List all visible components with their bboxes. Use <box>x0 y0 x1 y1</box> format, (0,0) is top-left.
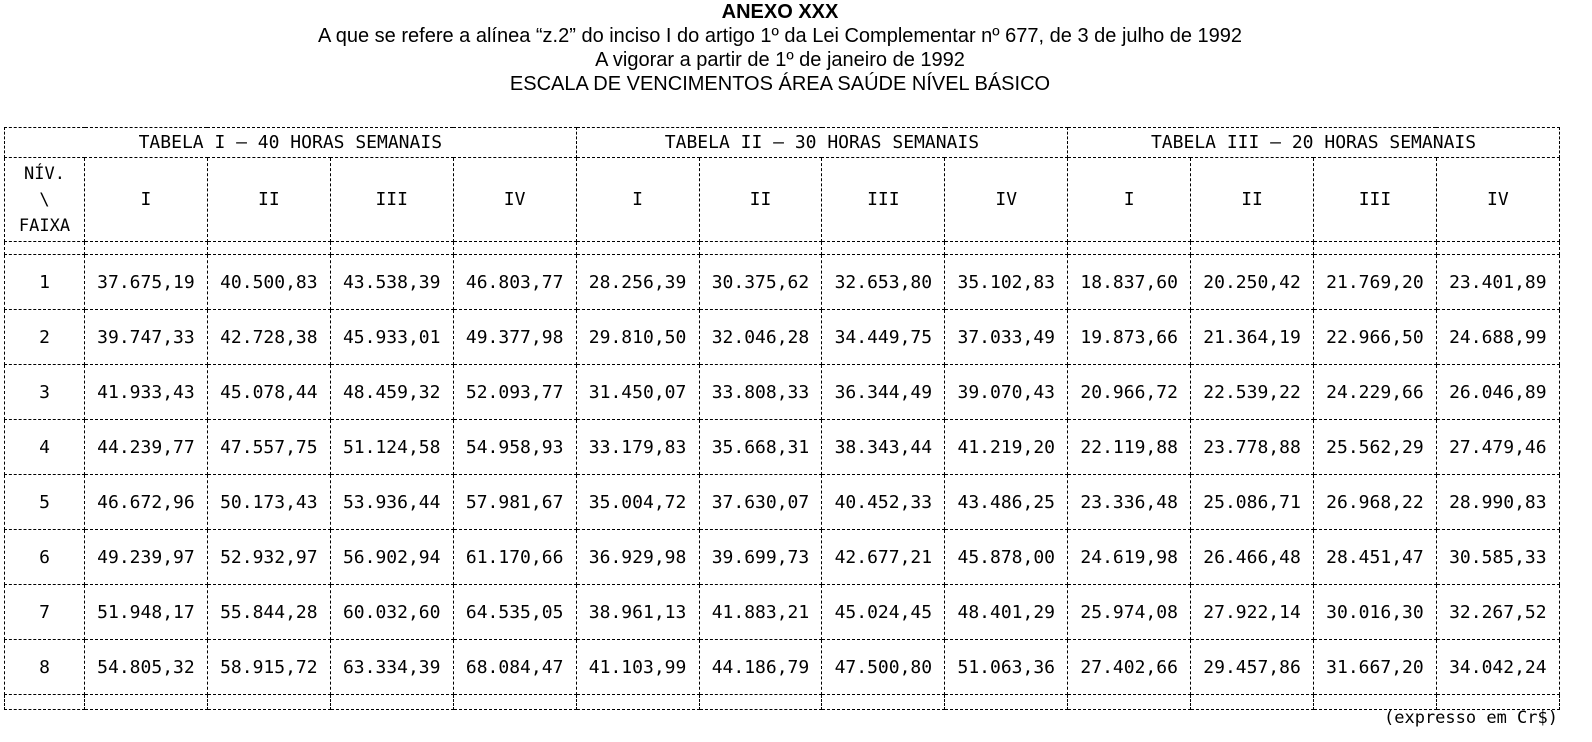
value-cell: 58.915,72 <box>207 640 330 695</box>
value-cell: 44.186,79 <box>699 640 822 695</box>
value-cell: 46.803,77 <box>453 255 576 310</box>
value-cell: 30.375,62 <box>699 255 822 310</box>
value-cell: 60.032,60 <box>330 585 453 640</box>
value-cell: 37.675,19 <box>85 255 208 310</box>
scale-title: ESCALA DE VENCIMENTOS ÁREA SAÚDE NÍVEL BÁSICO <box>509 73 1051 95</box>
value-cell: 28.451,47 <box>1314 530 1437 585</box>
value-cell: 31.450,07 <box>576 365 699 420</box>
nivel-label: NÍV. <box>24 163 65 184</box>
value-cell: 68.084,47 <box>453 640 576 695</box>
value-cell: 48.459,32 <box>330 365 453 420</box>
nivel-cell: 5 <box>5 475 85 530</box>
value-cell: 50.173,43 <box>207 475 330 530</box>
faixa-header: I <box>576 158 699 242</box>
value-cell: 26.046,89 <box>1436 365 1559 420</box>
nivel-cell: 6 <box>5 530 85 585</box>
value-cell: 29.810,50 <box>576 310 699 365</box>
value-cell: 21.364,19 <box>1191 310 1314 365</box>
value-cell: 24.619,98 <box>1068 530 1191 585</box>
table-row <box>5 640 1560 695</box>
annex-title: ANEXO XXX <box>721 1 839 23</box>
value-cell: 45.078,44 <box>207 365 330 420</box>
value-cell: 38.343,44 <box>822 420 945 475</box>
blank-cell <box>822 695 945 710</box>
value-cell: 39.070,43 <box>945 365 1068 420</box>
blank-cell <box>1314 242 1437 255</box>
value-cell: 53.936,44 <box>330 475 453 530</box>
value-cell: 22.119,88 <box>1068 420 1191 475</box>
blank-cell <box>453 242 576 255</box>
currency-note: (expresso em Cr$) <box>1384 708 1558 728</box>
blank-cell <box>576 242 699 255</box>
value-cell: 39.747,33 <box>85 310 208 365</box>
blank-cell <box>207 695 330 710</box>
blank-cell <box>330 242 453 255</box>
value-cell: 27.479,46 <box>1436 420 1559 475</box>
value-cell: 22.539,22 <box>1191 365 1314 420</box>
value-cell: 24.229,66 <box>1314 365 1437 420</box>
value-cell: 33.179,83 <box>576 420 699 475</box>
value-cell: 28.256,39 <box>576 255 699 310</box>
value-cell: 38.961,13 <box>576 585 699 640</box>
value-cell: 40.500,83 <box>207 255 330 310</box>
value-cell: 25.562,29 <box>1314 420 1437 475</box>
nivel-faixa-header <box>5 158 85 242</box>
value-cell: 46.672,96 <box>85 475 208 530</box>
value-cell: 43.486,25 <box>945 475 1068 530</box>
value-cell: 41.103,99 <box>576 640 699 695</box>
nivel-cell: 4 <box>5 420 85 475</box>
value-cell: 32.267,52 <box>1436 585 1559 640</box>
section-header-row <box>5 128 1560 158</box>
blank-cell <box>945 242 1068 255</box>
separator-label: \ <box>39 189 50 210</box>
table-row <box>5 475 1560 530</box>
value-cell: 49.377,98 <box>453 310 576 365</box>
blank-cell <box>85 242 208 255</box>
faixa-header: II <box>1191 158 1314 242</box>
value-cell: 47.557,75 <box>207 420 330 475</box>
value-cell: 32.046,28 <box>699 310 822 365</box>
blank-cell <box>453 695 576 710</box>
nivel-cell: 8 <box>5 640 85 695</box>
value-cell: 25.974,08 <box>1068 585 1191 640</box>
blank-cell <box>1191 695 1314 710</box>
value-cell: 23.336,48 <box>1068 475 1191 530</box>
blank-cell <box>207 242 330 255</box>
faixa-header: IV <box>945 158 1068 242</box>
value-cell: 35.102,83 <box>945 255 1068 310</box>
value-cell: 63.334,39 <box>330 640 453 695</box>
value-cell: 47.500,80 <box>822 640 945 695</box>
value-cell: 27.922,14 <box>1191 585 1314 640</box>
faixa-header: IV <box>1436 158 1559 242</box>
value-cell: 27.402,66 <box>1068 640 1191 695</box>
value-cell: 45.024,45 <box>822 585 945 640</box>
value-cell: 20.250,42 <box>1191 255 1314 310</box>
value-cell: 26.466,48 <box>1191 530 1314 585</box>
table-row <box>5 530 1560 585</box>
value-cell: 40.452,33 <box>822 475 945 530</box>
value-cell: 31.667,20 <box>1314 640 1437 695</box>
value-cell: 30.016,30 <box>1314 585 1437 640</box>
blank-cell <box>330 695 453 710</box>
faixa-header: I <box>85 158 208 242</box>
blank-cell <box>1436 242 1559 255</box>
table-row <box>5 585 1560 640</box>
value-cell: 45.933,01 <box>330 310 453 365</box>
salary-scale-table <box>4 127 1560 710</box>
value-cell: 41.219,20 <box>945 420 1068 475</box>
value-cell: 52.932,97 <box>207 530 330 585</box>
value-cell: 44.239,77 <box>85 420 208 475</box>
value-cell: 54.805,32 <box>85 640 208 695</box>
table-body <box>5 242 1560 710</box>
value-cell: 23.778,88 <box>1191 420 1314 475</box>
value-cell: 21.769,20 <box>1314 255 1437 310</box>
value-cell: 30.585,33 <box>1436 530 1559 585</box>
value-cell: 39.699,73 <box>699 530 822 585</box>
value-cell: 29.457,86 <box>1191 640 1314 695</box>
blank-cell <box>85 695 208 710</box>
value-cell: 57.981,67 <box>453 475 576 530</box>
faixa-header: III <box>330 158 453 242</box>
value-cell: 56.902,94 <box>330 530 453 585</box>
value-cell: 26.968,22 <box>1314 475 1437 530</box>
value-cell: 20.966,72 <box>1068 365 1191 420</box>
value-cell: 35.004,72 <box>576 475 699 530</box>
blank-cell <box>699 242 822 255</box>
value-cell: 41.883,21 <box>699 585 822 640</box>
value-cell: 41.933,43 <box>85 365 208 420</box>
blank-cell <box>5 242 85 255</box>
nivel-cell: 7 <box>5 585 85 640</box>
value-cell: 51.948,17 <box>85 585 208 640</box>
blank-cell <box>1068 695 1191 710</box>
effective-date: A vigorar a partir de 1º de janeiro de 1992 <box>595 49 965 71</box>
blank-cell <box>1068 242 1191 255</box>
nivel-cell: 2 <box>5 310 85 365</box>
faixa-header: II <box>699 158 822 242</box>
value-cell: 37.630,07 <box>699 475 822 530</box>
faixa-header: III <box>822 158 945 242</box>
value-cell: 42.677,21 <box>822 530 945 585</box>
value-cell: 43.538,39 <box>330 255 453 310</box>
document-header <box>0 0 1560 96</box>
value-cell: 52.093,77 <box>453 365 576 420</box>
faixa-header-row <box>5 158 1560 242</box>
value-cell: 34.042,24 <box>1436 640 1559 695</box>
value-cell: 37.033,49 <box>945 310 1068 365</box>
nivel-cell: 1 <box>5 255 85 310</box>
value-cell: 51.124,58 <box>330 420 453 475</box>
value-cell: 34.449,75 <box>822 310 945 365</box>
value-cell: 18.837,60 <box>1068 255 1191 310</box>
table-row <box>5 420 1560 475</box>
blank-cell <box>5 695 85 710</box>
value-cell: 64.535,05 <box>453 585 576 640</box>
value-cell: 32.653,80 <box>822 255 945 310</box>
blank-cell <box>1191 242 1314 255</box>
table-row <box>5 255 1560 310</box>
spacer-row <box>5 242 1560 255</box>
value-cell: 23.401,89 <box>1436 255 1559 310</box>
faixa-header: IV <box>453 158 576 242</box>
blank-cell <box>945 695 1068 710</box>
value-cell: 19.873,66 <box>1068 310 1191 365</box>
value-cell: 54.958,93 <box>453 420 576 475</box>
legal-reference: A que se refere a alínea “z.2” do inciso I do artigo 1º da Lei Complementar nº 677, de 3 de julho de 1992 <box>317 25 1243 47</box>
tail-row <box>5 695 1560 710</box>
value-cell: 55.844,28 <box>207 585 330 640</box>
value-cell: 35.668,31 <box>699 420 822 475</box>
value-cell: 48.401,29 <box>945 585 1068 640</box>
section-header-table-3: TABELA III – 20 HORAS SEMANAIS <box>1068 128 1560 158</box>
blank-cell <box>822 242 945 255</box>
table-row <box>5 365 1560 420</box>
value-cell: 49.239,97 <box>85 530 208 585</box>
value-cell: 36.344,49 <box>822 365 945 420</box>
value-cell: 33.808,33 <box>699 365 822 420</box>
faixa-header: II <box>207 158 330 242</box>
value-cell: 25.086,71 <box>1191 475 1314 530</box>
value-cell: 45.878,00 <box>945 530 1068 585</box>
faixa-header: III <box>1314 158 1437 242</box>
faixa-label: FAIXA <box>18 215 71 236</box>
value-cell: 28.990,83 <box>1436 475 1559 530</box>
blank-cell <box>576 695 699 710</box>
faixa-header: I <box>1068 158 1191 242</box>
value-cell: 61.170,66 <box>453 530 576 585</box>
blank-cell <box>699 695 822 710</box>
table-row <box>5 310 1560 365</box>
value-cell: 22.966,50 <box>1314 310 1437 365</box>
section-header-table-2: TABELA II – 30 HORAS SEMANAIS <box>576 128 1068 158</box>
value-cell: 42.728,38 <box>207 310 330 365</box>
value-cell: 51.063,36 <box>945 640 1068 695</box>
section-header-table-1: TABELA I – 40 HORAS SEMANAIS <box>5 128 577 158</box>
value-cell: 24.688,99 <box>1436 310 1559 365</box>
nivel-cell: 3 <box>5 365 85 420</box>
value-cell: 36.929,98 <box>576 530 699 585</box>
